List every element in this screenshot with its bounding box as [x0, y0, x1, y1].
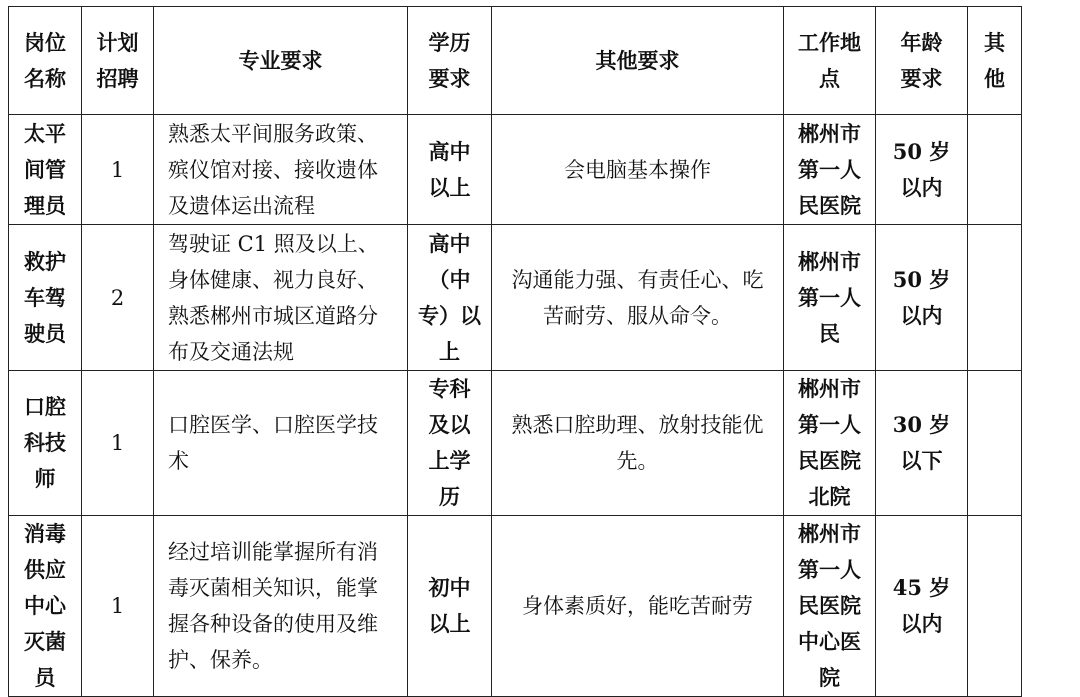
cell-position: 消毒供应中心灭菌员: [9, 516, 82, 697]
cell-major: 口腔医学、口腔医学技术: [154, 371, 408, 516]
cell-misc: [968, 516, 1022, 697]
cell-position: 救护车驾驶员: [9, 225, 82, 371]
cell-plan: 2: [82, 225, 154, 371]
table-row: [9, 225, 1022, 371]
cell-location: 郴州市第一人民医院: [784, 115, 876, 225]
cell-major: 驾驶证 C1 照及以上、身体健康、视力良好、 熟悉郴州市城区道路分布及交通法规: [154, 225, 408, 371]
cell-plan: 1: [82, 371, 154, 516]
cell-major: 经过培训能掌握所有消毒灭菌相关知识，能掌握各种设备的使用及维护、保养。: [154, 516, 408, 697]
cell-misc: [968, 115, 1022, 225]
cell-education: 专科及以上学历: [408, 371, 492, 516]
cell-position: 太平间管理员: [9, 115, 82, 225]
cell-other-requirements: 熟悉口腔助理、放射技能优先。: [492, 371, 784, 516]
header-plan: 计划招聘: [82, 7, 154, 115]
cell-education: 高中以上: [408, 115, 492, 225]
cell-position: 口腔科技师: [9, 371, 82, 516]
cell-plan: 1: [82, 115, 154, 225]
header-location: 工作地点: [784, 7, 876, 115]
header-age: 年龄要求: [876, 7, 968, 115]
cell-age: 50 岁以内: [876, 225, 968, 371]
cell-other-requirements: 身体素质好，能吃苦耐劳: [492, 516, 784, 697]
header-other-requirements: 其他要求: [492, 7, 784, 115]
cell-age: 50 岁以内: [876, 115, 968, 225]
recruitment-table-container: [8, 6, 1022, 697]
cell-plan: 1: [82, 516, 154, 697]
header-misc: 其他: [968, 7, 1022, 115]
table-row: [9, 371, 1022, 516]
header-major: 专业要求: [154, 7, 408, 115]
cell-age: 30 岁以下: [876, 371, 968, 516]
cell-education: 高中（中专）以上: [408, 225, 492, 371]
cell-major: 熟悉太平间服务政策、殡仪馆对接、接收遗体及遗体运出流程: [154, 115, 408, 225]
table-row: [9, 516, 1022, 697]
cell-location: 郴州市第一人民医院北院: [784, 371, 876, 516]
table-row: [9, 115, 1022, 225]
cell-other-requirements: 沟通能力强、有责任心、吃苦耐劳、服从命令。: [492, 225, 784, 371]
cell-age: 45 岁以内: [876, 516, 968, 697]
recruitment-table: [8, 6, 1022, 697]
cell-location: 郴州市第一人民: [784, 225, 876, 371]
cell-misc: [968, 371, 1022, 516]
header-education: 学历要求: [408, 7, 492, 115]
cell-other-requirements: 会电脑基本操作: [492, 115, 784, 225]
cell-education: 初中以上: [408, 516, 492, 697]
cell-location: 郴州市第一人民医院中心医院: [784, 516, 876, 697]
table-header-row: [9, 7, 1022, 115]
header-position: 岗位名称: [9, 7, 82, 115]
cell-misc: [968, 225, 1022, 371]
